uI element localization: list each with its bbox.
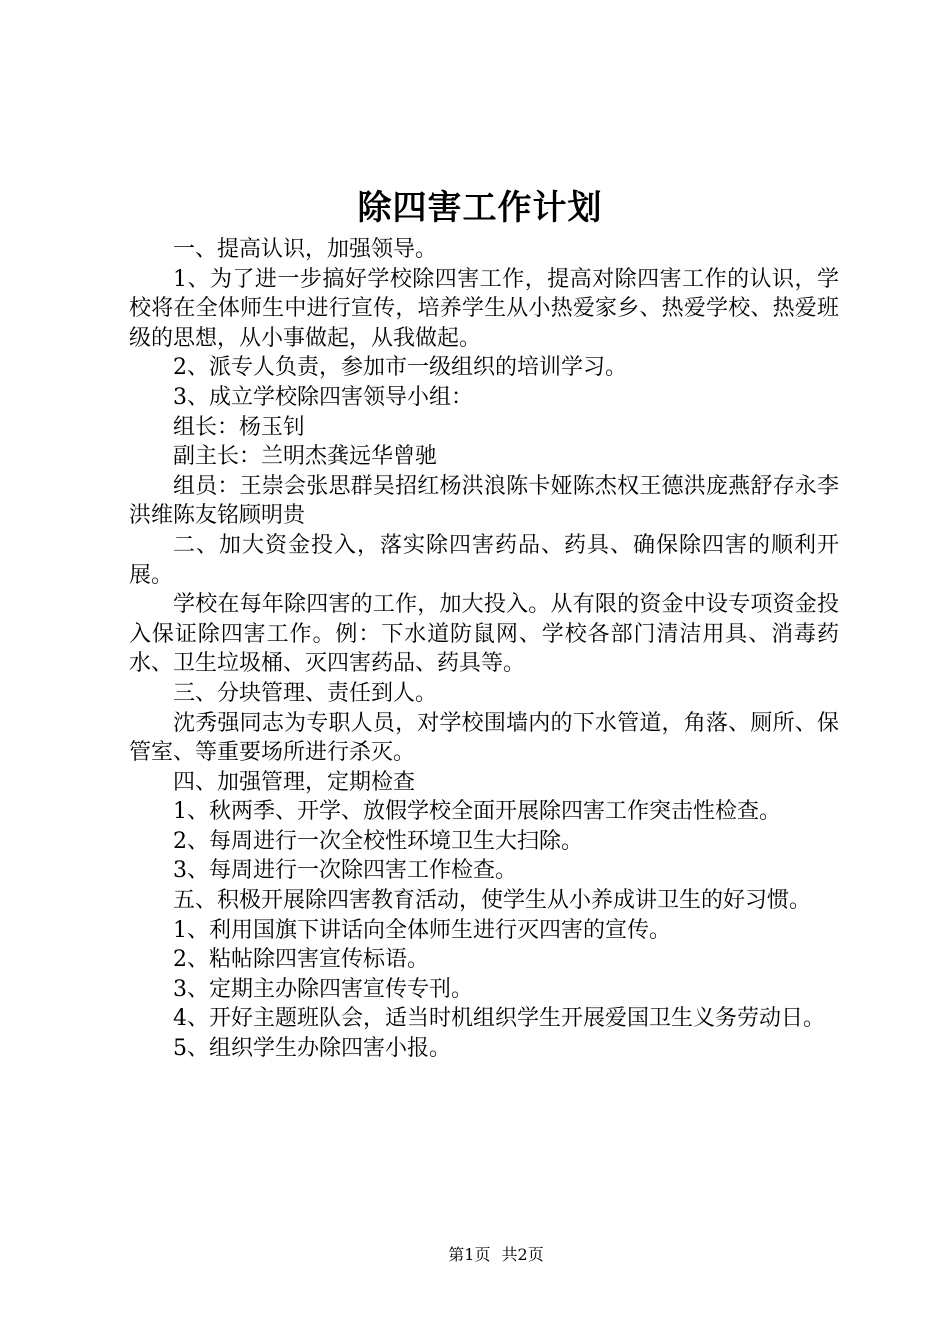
- document-title: 除四害工作计划: [357, 188, 603, 228]
- paragraph: 组长：杨玉钊: [173, 414, 306, 440]
- paragraph: 4、开好主题班队会，适当时机组织学生开展爱国卫生义务劳动日。: [173, 1006, 825, 1032]
- page-footer: [0, 1243, 950, 1267]
- paragraph: 沈秀强同志为专职人员，对学校围墙内的下水管道，角落、厕所、保管室、等重要场所进行杀灭。: [129, 710, 839, 766]
- paragraph: 1、秋两季、开学、放假学校全面开展除四害工作突击性检查。: [173, 799, 781, 825]
- paragraph: 组员：王崇会张思群吴招红杨洪浪陈卡娅陈杰权王德洪庞燕舒存永李洪维陈友铭顾明贵: [129, 473, 839, 529]
- paragraph: 2、派专人负责，参加市一级组织的培训学习。: [173, 355, 627, 381]
- page-number: 第1页: [448, 1245, 491, 1264]
- section-heading-1: 一、提高认识，加强领导。: [173, 237, 438, 262]
- paragraph: 3、每周进行一次除四害工作检查。: [173, 858, 517, 884]
- paragraph: 1、利用国旗下讲话向全体师生进行灭四害的宣传。: [173, 917, 671, 943]
- paragraph: 2、粘帖除四害宣传标语。: [173, 947, 429, 973]
- paragraph: 2、每周进行一次全校性环境卫生大扫除。: [173, 828, 583, 854]
- paragraph: 3、定期主办除四害宣传专刊。: [173, 976, 473, 1002]
- paragraph: 5、组织学生办除四害小报。: [173, 1036, 451, 1062]
- section-heading-3: 三、分块管理、责任到人。: [173, 680, 438, 706]
- paragraph: 3、成立学校除四害领导小组：: [173, 384, 473, 410]
- paragraph: 学校在每年除四害的工作，加大投入。从有限的资金中设专项资金投入保证除四害工作。例：下水道防鼠网、学校各部门清洁用具、消毒药水、卫生垃圾桶、灭四害药品、药具等。: [129, 592, 839, 677]
- page-total: 共2页: [501, 1245, 544, 1264]
- section-heading-5: 五、积极开展除四害教育活动，使学生从小养成讲卫生的好习惯。: [173, 888, 812, 914]
- paragraph: 副主长：兰明杰龚远华曾驰: [173, 444, 438, 470]
- section-heading-2: 二、加大资金投入，落实除四害药品、药具、确保除四害的顺利开展。: [129, 532, 839, 588]
- section-heading-4: 四、加强管理，定期检查: [173, 769, 416, 795]
- document-body: [129, 235, 839, 1064]
- paragraph: 1、为了进一步搞好学校除四害工作，提高对除四害工作的认识，学校将在全体师生中进行宣传，培养学生从小热爱家乡、热爱学校、热爱班级的思想，从小事做起，从我做起。: [129, 266, 839, 351]
